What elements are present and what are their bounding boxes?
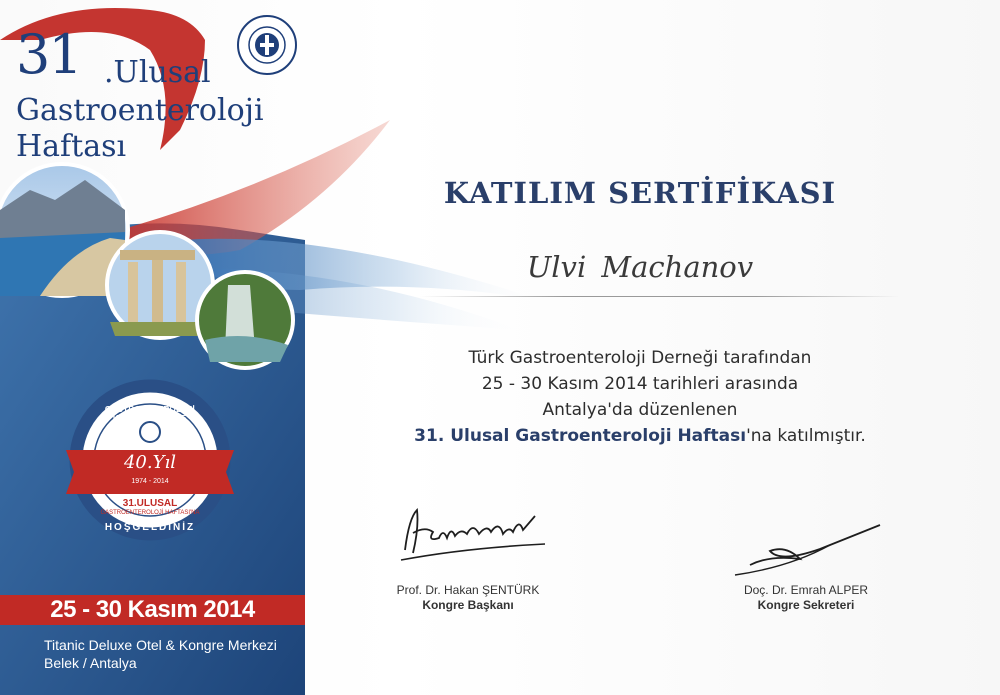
body-line1: Türk Gastroenteroloji Derneği tarafından [468,348,812,368]
certificate-body [320,345,960,449]
seal-congress-line2: GASTROENTEROLOJİ HAFTASI'NA [100,510,200,516]
event-venue [44,636,277,672]
signatory-role: Kongre Sekreteri [757,598,855,612]
signatory-secretary [706,583,906,613]
venue-line2: Belek / Antalya [44,655,137,671]
event-title-gastro: Gastroenteroloji [16,93,264,128]
certificate-title: KATILIM SERTİFİKASI [443,176,837,210]
body-line4 [320,423,960,449]
seal-years: 1974 - 2014 [131,478,169,485]
seal-welcome: HOŞGELDİNİZ [104,522,196,533]
venue-line1: Titanic Deluxe Otel & Kongre Merkezi [44,637,277,653]
event-title-haftasi: Haftası [16,129,127,164]
seal-anniversary: 40.Yıl [123,452,177,473]
event-number: 31 [16,23,81,86]
signatory-name: Doç. Dr. Emrah ALPER [743,583,869,597]
signature-president [395,498,555,568]
signatory-role: Kongre Başkanı [422,598,514,612]
body-line3: Antalya'da düzenlenen [542,400,738,420]
event-banner [0,0,305,695]
association-seal-icon [236,14,298,76]
body-line4-rest: 'na katılmıştır. [746,426,866,446]
seal-ring-text: GASTROENTEROLOJİ KONGRELERİNDE [104,405,196,423]
signatory-name: Prof. Dr. Hakan ŞENTÜRK [396,583,540,597]
event-dates: 25 - 30 Kasım 2014 [50,596,255,623]
event-title-ulusal: .Ulusal [104,55,211,90]
name-divider [420,296,900,297]
seal-congress-line1: 31.ULUSAL [122,498,178,509]
recipient-name: Ulvi Machanov [526,250,754,284]
body-line2: 25 - 30 Kasım 2014 tarihleri arasında [481,374,799,394]
body-line4-event: 31. Ulusal Gastroenteroloji Haftası [414,426,747,446]
signature-secretary [730,515,890,580]
signatory-president [368,583,568,613]
